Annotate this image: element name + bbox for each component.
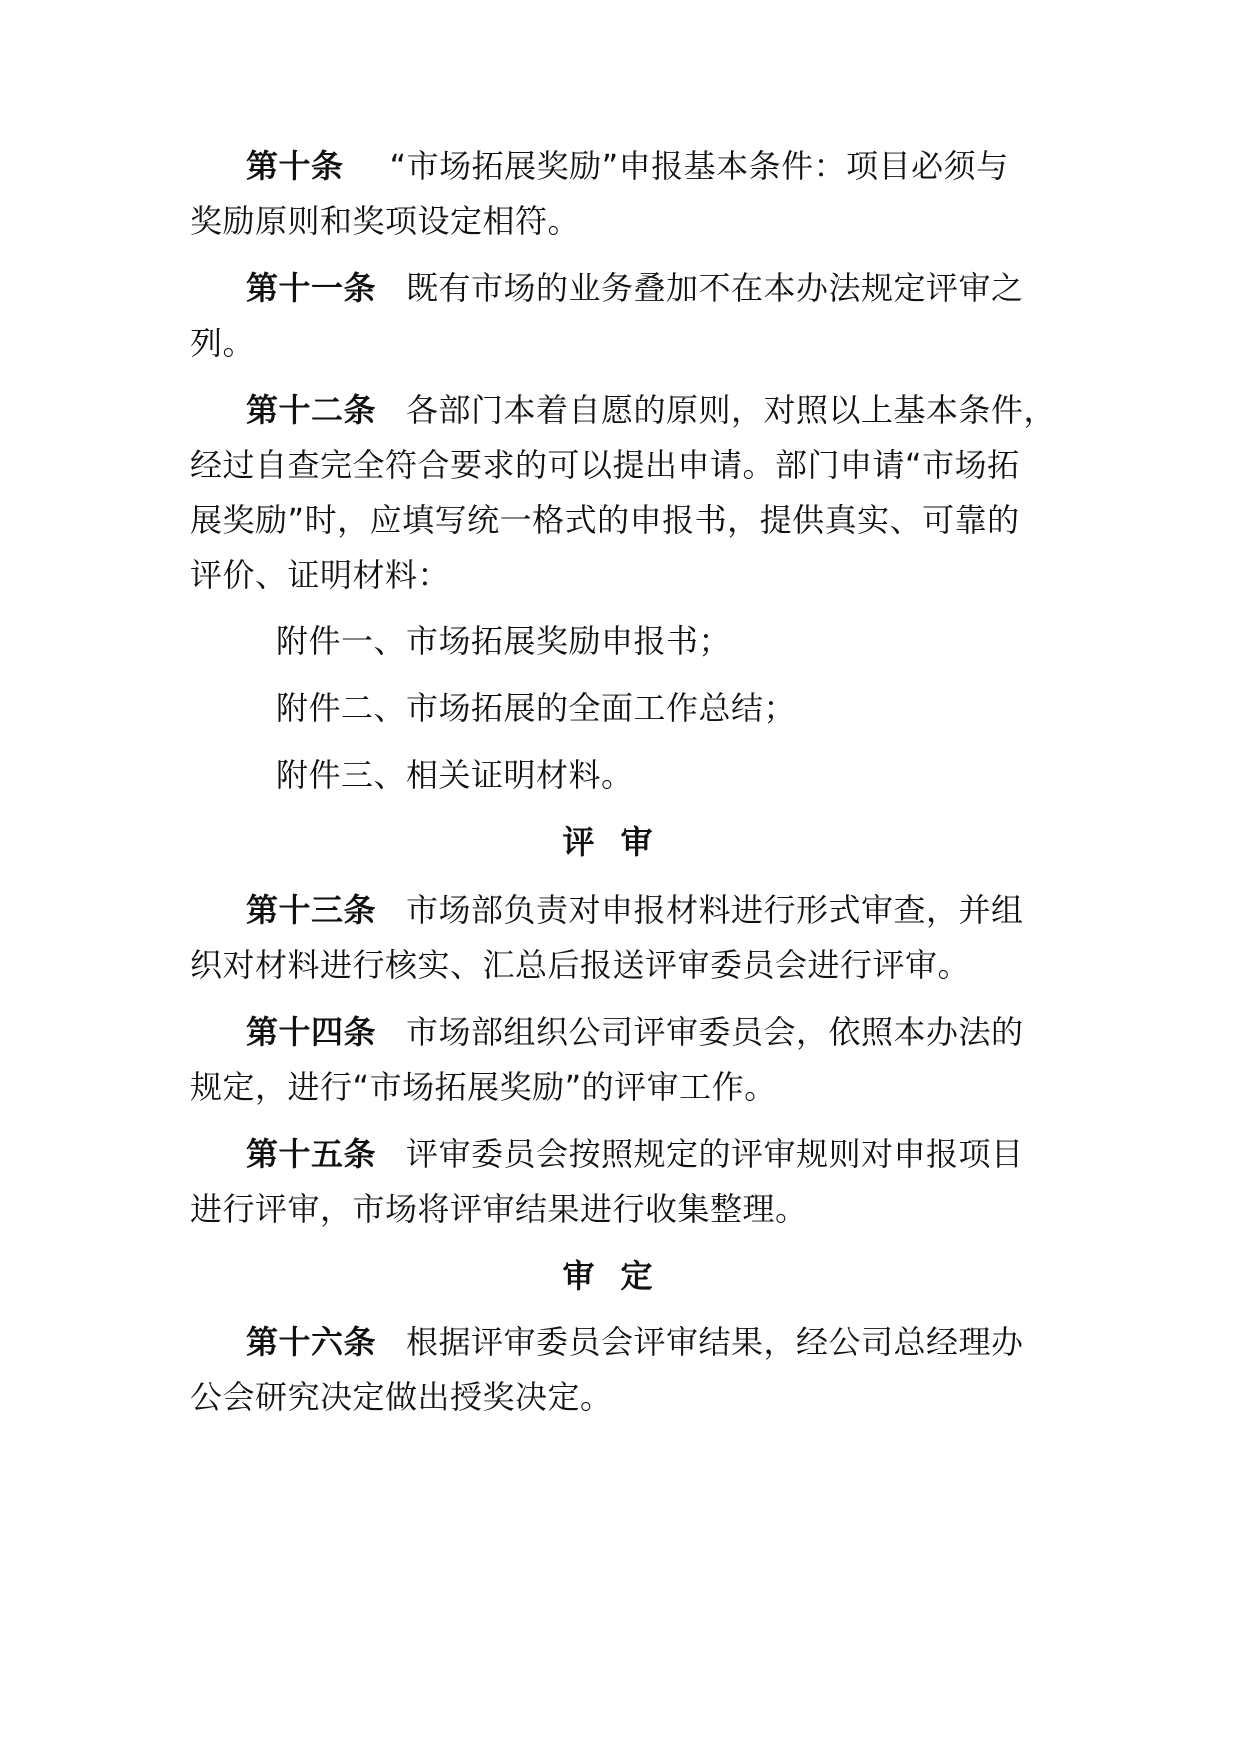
article-12-line-2: 经过自查完全符合要求的可以提出申请。部门申请“市场拓 bbox=[190, 446, 1020, 484]
article-12-line-4: 评价、证明材料： bbox=[190, 556, 451, 594]
article-11-line-2: 列。 bbox=[190, 324, 256, 362]
article-14-text-1: 市场部组织公司评审委员会，依照本办法的 bbox=[406, 1013, 1024, 1051]
article-11-label: 第十一条 bbox=[246, 269, 377, 307]
article-10-label: 第十条 bbox=[246, 147, 344, 185]
article-14-line-1 bbox=[246, 1012, 1024, 1052]
article-10-line-1 bbox=[246, 146, 1009, 186]
section-heading-approval: 审定 bbox=[562, 1257, 679, 1295]
article-14-label: 第十四条 bbox=[246, 1013, 377, 1051]
article-15-line-1 bbox=[246, 1134, 1024, 1174]
article-16-line-1 bbox=[246, 1322, 1024, 1362]
attachment-1: 附件一、市场拓展奖励申报书； bbox=[276, 622, 732, 660]
article-14-line-2: 规定，进行“市场拓展奖励”的评审工作。 bbox=[190, 1068, 777, 1106]
article-16-label: 第十六条 bbox=[246, 1323, 377, 1361]
article-13-line-2: 织对材料进行核实、汇总后报送评审委员会进行评审。 bbox=[190, 946, 971, 984]
article-11-text-1: 既有市场的业务叠加不在本办法规定评审之 bbox=[406, 269, 1024, 307]
article-16-line-2: 公会研究决定做出授奖决定。 bbox=[190, 1378, 613, 1416]
article-12-line-1 bbox=[246, 390, 1056, 430]
article-10-line-2: 奖励原则和奖项设定相符。 bbox=[190, 202, 581, 240]
attachment-3: 附件三、相关证明材料。 bbox=[276, 756, 634, 794]
article-12-line-3: 展奖励”时，应填写统一格式的申报书，提供真实、可靠的 bbox=[190, 501, 1020, 539]
article-16-text-1: 根据评审委员会评审结果，经公司总经理办 bbox=[406, 1323, 1024, 1361]
attachment-2: 附件二、市场拓展的全面工作总结； bbox=[276, 689, 797, 727]
article-12-label: 第十二条 bbox=[246, 391, 377, 429]
article-13-label: 第十三条 bbox=[246, 891, 377, 929]
article-15-text-1: 评审委员会按照规定的评审规则对申报项目 bbox=[406, 1135, 1024, 1173]
article-10-text-1: “市场拓展奖励”申报基本条件：项目必须与 bbox=[389, 147, 1009, 185]
article-15-label: 第十五条 bbox=[246, 1135, 377, 1173]
article-13-line-1 bbox=[246, 890, 1024, 930]
section-heading-review: 评审 bbox=[562, 823, 679, 861]
article-13-text-1: 市场部负责对申报材料进行形式审查，并组 bbox=[406, 891, 1024, 929]
article-15-line-2: 进行评审，市场将评审结果进行收集整理。 bbox=[190, 1190, 808, 1228]
article-12-text-1: 各部门本着自愿的原则，对照以上基本条件， bbox=[406, 391, 1057, 429]
article-11-line-1 bbox=[246, 268, 1024, 308]
